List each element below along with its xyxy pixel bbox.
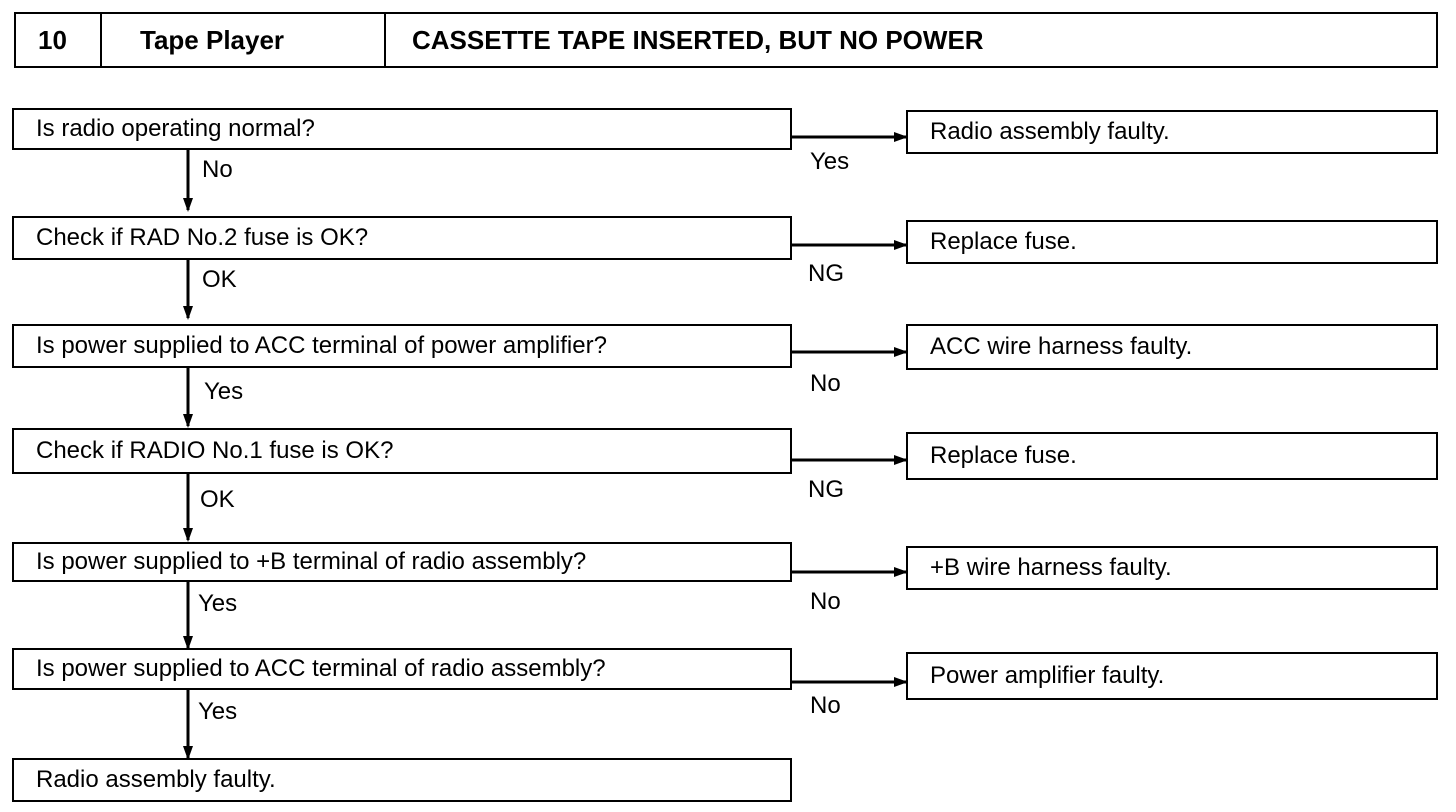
section-number: 10 (38, 24, 67, 55)
question-box: Is power supplied to +B terminal of radio assembly? (12, 542, 792, 582)
continue-label: OK (200, 486, 235, 513)
result-box: Replace fuse. (906, 220, 1438, 264)
continue-label: Yes (198, 698, 238, 725)
result-box: ACC wire harness faulty. (906, 324, 1438, 370)
question-box: Is power supplied to ACC terminal of power amplifier? (12, 324, 792, 368)
question-box: Is power supplied to ACC terminal of radio assembly? (12, 648, 792, 690)
result-box: Radio assembly faulty. (906, 110, 1438, 154)
continue-label: No (202, 156, 233, 183)
continue-label: Yes (198, 590, 238, 617)
continue-label: Yes (204, 378, 244, 405)
branch-label: NG (808, 476, 844, 503)
result-box: +B wire harness faulty. (906, 546, 1438, 590)
branch-label: No (810, 588, 841, 615)
result-box: Power amplifier faulty. (906, 652, 1438, 700)
branch-label: NG (808, 260, 844, 287)
section-name: Tape Player (140, 24, 285, 55)
question-box: Check if RAD No.2 fuse is OK? (12, 216, 792, 260)
branch-label: No (810, 370, 841, 397)
branch-label: No (810, 692, 841, 719)
page-title: CASSETTE TAPE INSERTED, BUT NO POWER (412, 24, 984, 55)
question-box: Is radio operating normal? (12, 108, 792, 150)
result-box: Replace fuse. (906, 432, 1438, 480)
branch-label: Yes (810, 148, 850, 175)
continue-label: OK (202, 266, 237, 293)
final-result-box: Radio assembly faulty. (12, 758, 792, 802)
question-box: Check if RADIO No.1 fuse is OK? (12, 428, 792, 474)
